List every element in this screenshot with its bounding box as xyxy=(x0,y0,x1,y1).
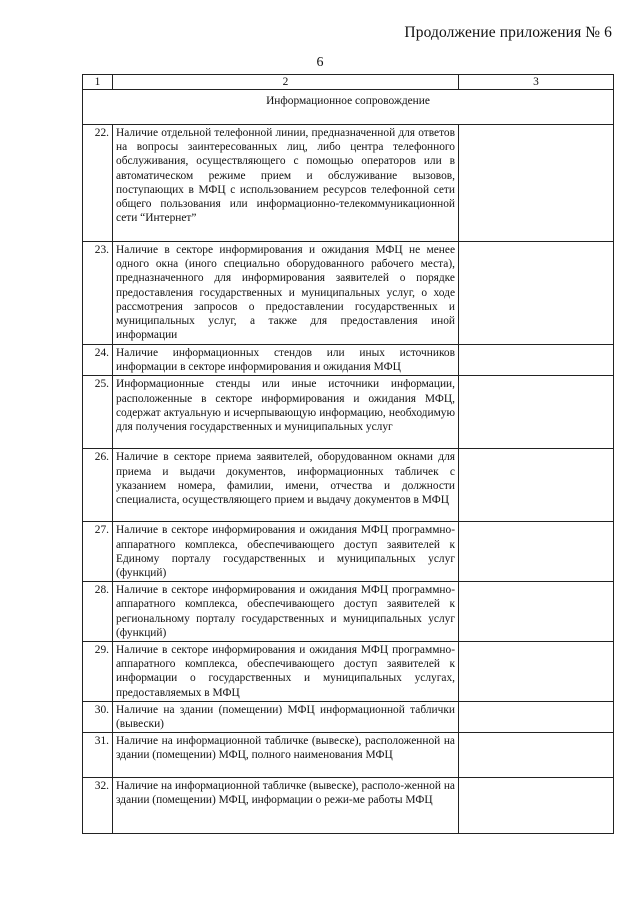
row-number: 31. xyxy=(83,733,113,778)
row-description: Наличие на информационной табличке (вывеске), расположенной на здании (помещении) МФЦ, полного наименования МФЦ xyxy=(113,733,459,778)
row-number: 26. xyxy=(83,449,113,522)
row-number: 25. xyxy=(83,376,113,449)
row-value-cell xyxy=(459,522,614,582)
column-number-3: 3 xyxy=(459,75,614,90)
row-number: 30. xyxy=(83,701,113,732)
table-row xyxy=(83,449,614,522)
row-value-cell xyxy=(459,125,614,242)
row-description: Наличие в секторе информирования и ожидания МФЦ программно-аппаратного комплекса, обеспечивающего доступ заявителей к информации о государственных и муниципальных услугах, предоставляемых в МФЦ xyxy=(113,642,459,702)
row-description: Информационные стенды или иные источники информации, расположенные в секторе информирования и ожидания МФЦ, содержат актуальную и исчерпывающую информацию, необходимую для получения государственных и муниципальных услуг xyxy=(113,376,459,449)
table-row xyxy=(83,376,614,449)
row-number: 27. xyxy=(83,522,113,582)
table-row xyxy=(83,125,614,242)
row-number: 32. xyxy=(83,778,113,834)
column-number-2: 2 xyxy=(113,75,459,90)
row-value-cell xyxy=(459,242,614,345)
row-number: 28. xyxy=(83,582,113,642)
row-value-cell xyxy=(459,642,614,702)
row-description: Наличие в секторе информирования и ожидания МФЦ программно-аппаратного комплекса, обеспечивающего доступ заявителей к Единому порталу государственных и муниципальных услуг (функций) xyxy=(113,522,459,582)
row-description: Наличие на информационной табличке (вывеске), располо-женной на здании (помещении) МФЦ, информации о режи-ме работы МФЦ xyxy=(113,778,459,834)
section-header-row xyxy=(83,90,614,125)
row-number: 22. xyxy=(83,125,113,242)
row-value-cell xyxy=(459,701,614,732)
row-description: Наличие информационных стендов или иных источников информации в секторе информирования и ожидания МФЦ xyxy=(113,345,459,376)
criteria-table xyxy=(82,74,614,834)
page-number: 6 xyxy=(316,55,324,70)
row-value-cell xyxy=(459,376,614,449)
appendix-title: Продолжение приложения № 6 xyxy=(404,24,612,41)
row-description: Наличие в секторе приема заявителей, оборудованном окнами для приема и выдачи документов, информационных табличек с указанием номера, фамилии, имени, отчества и должности специалиста, осуществляющего прием и выдачу документов в МФЦ xyxy=(113,449,459,522)
column-number-1: 1 xyxy=(83,75,113,90)
row-number: 29. xyxy=(83,642,113,702)
section-title: Информационное сопровождение xyxy=(83,90,614,125)
row-value-cell xyxy=(459,449,614,522)
column-number-row xyxy=(83,75,614,90)
row-description: Наличие на здании (помещении) МФЦ информационной таблички (вывески) xyxy=(113,701,459,732)
table-row xyxy=(83,733,614,778)
row-value-cell xyxy=(459,778,614,834)
row-number: 24. xyxy=(83,345,113,376)
table-row xyxy=(83,642,614,702)
row-description: Наличие в секторе информирования и ожидания МФЦ не менее одного окна (иного специально оборудованного рабочего места), предназначенного для информирования заявителей о порядке предоставления государственных и муниципальных услуг, о ходе рассмотрения запросов о предоставлении государственных и муниципальных услуг, а также для предоставления иной информации xyxy=(113,242,459,345)
row-number: 23. xyxy=(83,242,113,345)
table-row xyxy=(83,522,614,582)
row-value-cell xyxy=(459,733,614,778)
row-value-cell xyxy=(459,345,614,376)
row-description: Наличие в секторе информирования и ожидания МФЦ программно-аппаратного комплекса, обеспечивающего доступ заявителей к региональному порталу государственных и муниципальных услуг (функций) xyxy=(113,582,459,642)
table-row xyxy=(83,582,614,642)
table-row xyxy=(83,701,614,732)
row-value-cell xyxy=(459,582,614,642)
table-row xyxy=(83,778,614,834)
table-row xyxy=(83,345,614,376)
row-description: Наличие отдельной телефонной линии, предназначенной для ответов на вопросы заинтересованных лиц, либо центра телефонного обслуживания, осуществляющего с помощью операторов или в автоматическом режиме прием и обслуживание вызовов, поступающих в МФЦ с использованием ресурсов телефонной сети общего пользования или информационно-телекоммуникационной сети “Интернет” xyxy=(113,125,459,242)
table-row xyxy=(83,242,614,345)
